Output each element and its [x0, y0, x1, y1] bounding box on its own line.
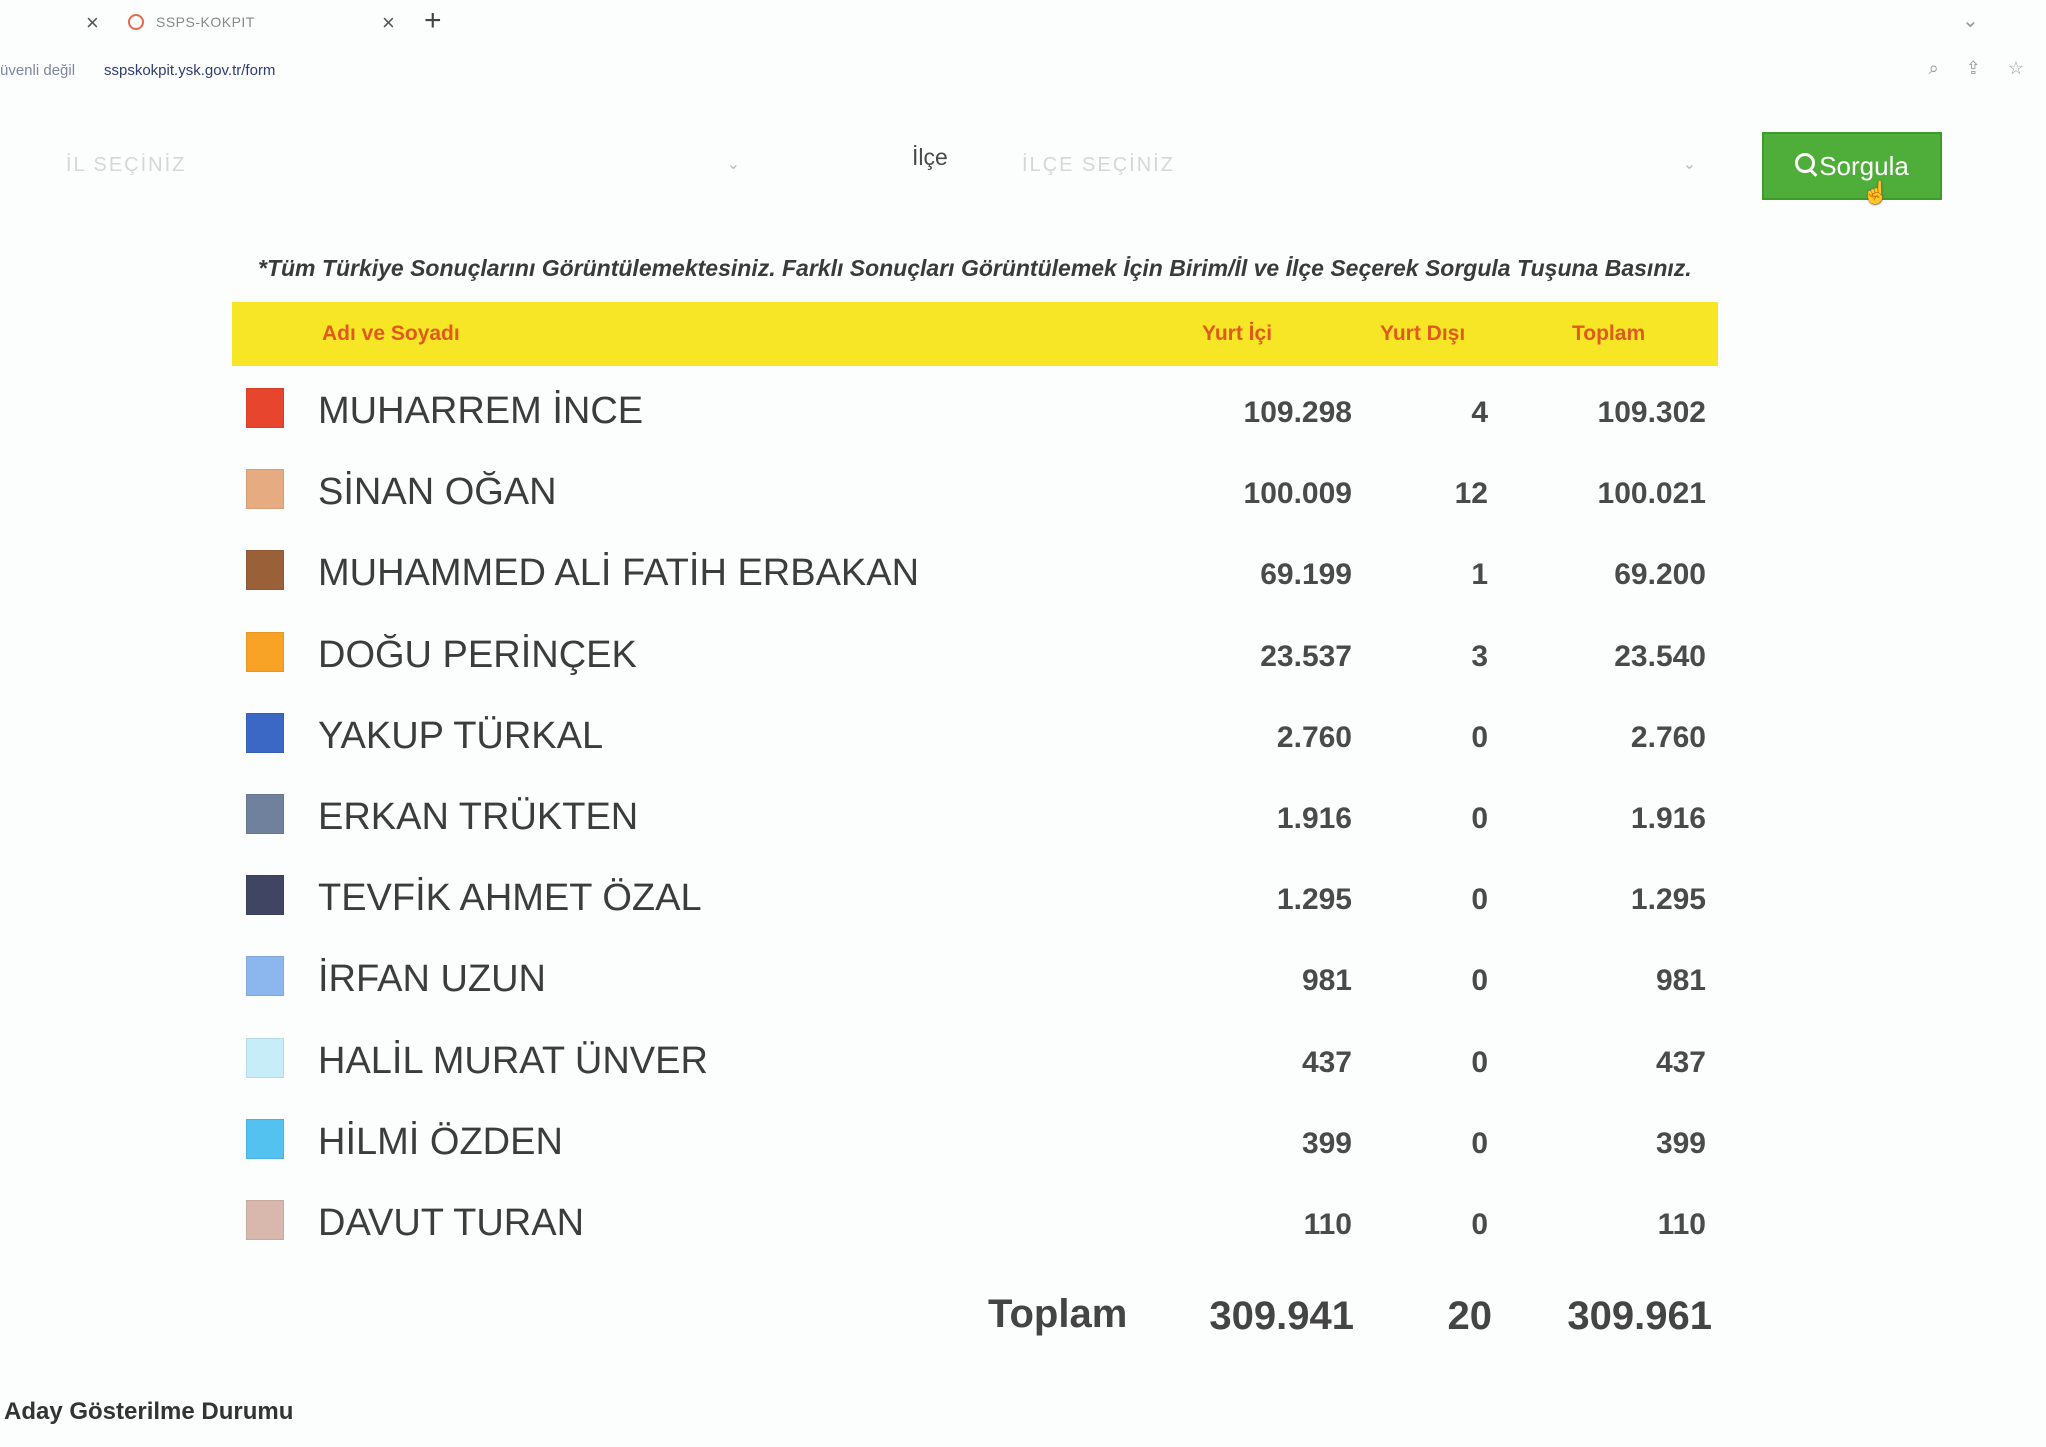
chevron-down-icon[interactable]: ⌄: [1962, 10, 1979, 32]
votes-abroad: 0: [1471, 1126, 1488, 1160]
votes-total: 1.916: [1630, 801, 1706, 835]
votes-abroad: 0: [1471, 720, 1488, 754]
info-notice: *Tüm Türkiye Sonuçlarını Görüntülemektesiniz. Farklı Sonuçları Görüntülemek İçin Birim/İl ve İlçe Seçerek Sorgula Tuşuna Basınız.: [258, 255, 1692, 281]
close-icon[interactable]: ×: [382, 10, 395, 35]
table-row: [232, 1097, 1718, 1178]
votes-abroad: 1: [1471, 558, 1488, 592]
sorgula-button-label: Sorgula: [1819, 150, 1909, 181]
table-row: [232, 447, 1718, 528]
candidate-color-swatch: [246, 550, 284, 590]
header-domestic: Yurt İçi: [1202, 322, 1273, 345]
il-select[interactable]: [58, 146, 748, 186]
security-indicator[interactable]: üvenli değil: [0, 62, 76, 79]
table-row: [232, 691, 1718, 772]
close-icon[interactable]: ×: [86, 10, 99, 35]
votes-domestic: 1.916: [1276, 801, 1352, 835]
votes-domestic: 437: [1301, 1045, 1352, 1079]
totals-label: Toplam: [988, 1292, 1128, 1336]
votes-domestic: 109.298: [1243, 396, 1352, 429]
table-header: [232, 302, 1718, 366]
votes-total: 981: [1655, 964, 1706, 998]
search-icon: [1795, 153, 1817, 175]
il-select-placeholder: İL SEÇİNİZ: [66, 154, 187, 176]
candidate-name: SİNAN OĞAN: [318, 471, 557, 514]
votes-domestic: 69.199: [1260, 558, 1352, 592]
header-abroad: Yurt Dışı: [1380, 322, 1466, 345]
table-row: [232, 1178, 1718, 1259]
table-row: [232, 1016, 1718, 1097]
candidate-color-swatch: [246, 469, 284, 509]
table-row: [232, 934, 1718, 1015]
ilce-select-placeholder: İLÇE SEÇİNİZ: [1022, 154, 1175, 176]
votes-total: 2.760: [1630, 720, 1706, 754]
candidate-color-swatch: [246, 632, 284, 672]
votes-abroad: 12: [1454, 477, 1488, 511]
table-row: [232, 528, 1718, 609]
candidate-name: HİLMİ ÖZDEN: [318, 1120, 563, 1163]
zoom-icon[interactable]: ⌕: [1928, 58, 1939, 78]
address-bar[interactable]: [0, 56, 2046, 88]
candidate-color-swatch: [246, 1200, 284, 1240]
table-row: [232, 366, 1718, 447]
browser-tab[interactable]: [120, 8, 400, 40]
header-name: Adı ve Soyadı: [322, 322, 460, 345]
votes-abroad: 4: [1471, 396, 1488, 429]
votes-abroad: 0: [1471, 1207, 1488, 1241]
votes-domestic: 2.760: [1276, 720, 1352, 754]
votes-total: 110: [1657, 1207, 1706, 1241]
candidate-name: ERKAN TRÜKTEN: [318, 795, 639, 838]
candidate-color-swatch: [246, 388, 284, 428]
votes-domestic: 100.009: [1243, 477, 1352, 511]
votes-abroad: 0: [1471, 1045, 1488, 1079]
ilce-select[interactable]: [1014, 146, 1704, 186]
votes-domestic: 981: [1301, 964, 1352, 998]
candidate-name: DAVUT TURAN: [318, 1201, 585, 1244]
table-row: [232, 772, 1718, 853]
votes-total: 23.540: [1614, 639, 1706, 673]
votes-domestic: 110: [1303, 1207, 1352, 1241]
candidate-name: İRFAN UZUN: [318, 958, 546, 1001]
address-bar-icons: [1907, 58, 2024, 79]
votes-total: 69.200: [1614, 558, 1706, 592]
ilce-label: İlçe: [912, 144, 948, 170]
totals-abroad: 20: [1447, 1294, 1492, 1338]
chevron-down-icon: ⌄: [726, 156, 740, 173]
votes-abroad: 0: [1471, 964, 1488, 998]
totals-total: 309.961: [1567, 1294, 1712, 1338]
votes-abroad: 0: [1471, 801, 1488, 835]
results-table: [232, 302, 1718, 1259]
url-text[interactable]: sspskokpit.ysk.gov.tr/form: [104, 62, 276, 79]
chevron-down-icon: ⌄: [1682, 156, 1696, 173]
votes-total: 100.021: [1597, 477, 1706, 511]
totals-row: [232, 1280, 1718, 1350]
candidate-color-swatch: [246, 794, 284, 834]
votes-abroad: 3: [1471, 639, 1488, 673]
table-row: [232, 853, 1718, 934]
new-tab-plus-icon[interactable]: +: [424, 4, 442, 37]
candidate-color-swatch: [246, 1038, 284, 1078]
votes-total: 1.295: [1630, 883, 1706, 917]
votes-total: 399: [1655, 1126, 1706, 1160]
totals-domestic: 309.941: [1209, 1294, 1354, 1338]
candidate-name: MUHAMMED ALİ FATİH ERBAKAN: [318, 552, 920, 595]
sorgula-button[interactable]: [1762, 132, 1942, 200]
votes-domestic: 23.537: [1260, 639, 1352, 673]
site-favicon-icon: [128, 14, 144, 30]
candidate-color-swatch: [246, 1119, 284, 1159]
share-icon[interactable]: ⇪: [1965, 58, 1981, 78]
browser-tab-bar: [0, 0, 2046, 46]
candidate-color-swatch: [246, 956, 284, 996]
table-body: [232, 366, 1718, 1259]
hand-cursor-icon: ☝: [1862, 180, 1890, 205]
tab-title: SSPS-KOKPIT: [156, 14, 255, 30]
header-total: Toplam: [1572, 322, 1646, 345]
candidate-name: TEVFİK AHMET ÖZAL: [318, 877, 702, 920]
candidate-name: DOĞU PERİNÇEK: [318, 633, 637, 676]
table-row: [232, 610, 1718, 691]
section-title-aday: Aday Gösterilme Durumu: [4, 1398, 294, 1425]
votes-total: 437: [1655, 1045, 1706, 1079]
candidate-name: MUHARREM İNCE: [318, 390, 644, 432]
star-icon[interactable]: ☆: [2007, 58, 2024, 78]
candidate-color-swatch: [246, 713, 284, 753]
votes-abroad: 0: [1471, 883, 1488, 917]
votes-domestic: 399: [1301, 1126, 1352, 1160]
candidate-name: YAKUP TÜRKAL: [318, 714, 604, 757]
candidate-color-swatch: [246, 875, 284, 915]
votes-total: 109.302: [1597, 396, 1706, 429]
votes-domestic: 1.295: [1276, 883, 1352, 917]
candidate-name: HALİL MURAT ÜNVER: [318, 1039, 708, 1082]
